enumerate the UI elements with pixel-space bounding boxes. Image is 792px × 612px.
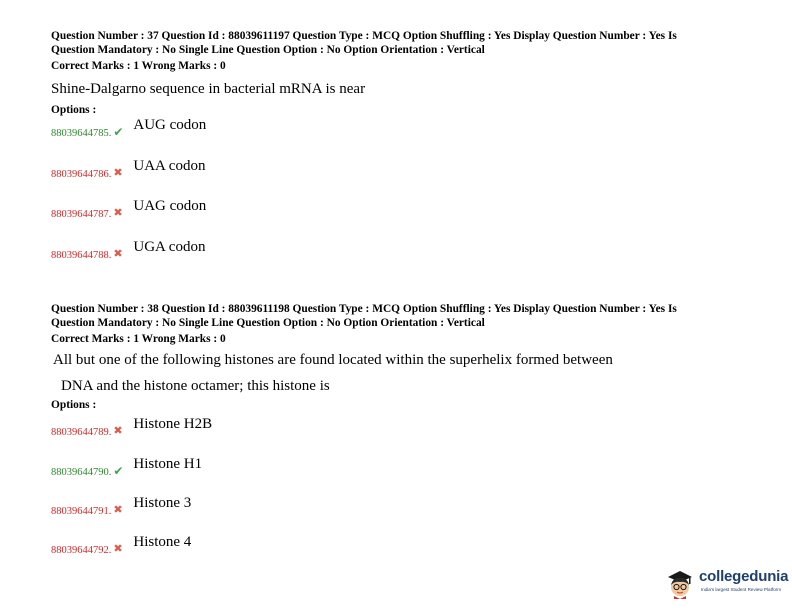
cross-icon: ✖ bbox=[113, 207, 123, 219]
option bbox=[51, 198, 207, 220]
mascot-icon bbox=[665, 565, 695, 599]
options-label: Options : bbox=[51, 104, 97, 116]
option bbox=[51, 495, 192, 517]
option-text: Histone H2B bbox=[133, 416, 213, 432]
option-id: 88039644785. bbox=[51, 128, 112, 139]
option-text: Histone H1 bbox=[133, 456, 203, 472]
options-label: Options : bbox=[51, 399, 97, 411]
question-stem: Shine-Dalgarno sequence in bacterial mRNA is near bbox=[51, 81, 366, 97]
question-stem-line2: DNA and the histone octamer; this histone is bbox=[61, 378, 330, 394]
logo-name: collegedunia bbox=[699, 568, 789, 585]
question-38 bbox=[51, 302, 751, 412]
question-meta-line1: Question Number : 37 Question Id : 88039611197 Question Type : MCQ Option Shuffling : Yes Display Question Number : Yes Is bbox=[51, 30, 677, 42]
cross-icon: ✖ bbox=[113, 543, 123, 555]
question-37 bbox=[51, 29, 751, 117]
question-meta-line2: Question Mandatory : No Single Line Question Option : No Option Orientation : Vertical bbox=[51, 44, 485, 56]
question-marks: Correct Marks : 1 Wrong Marks : 0 bbox=[51, 333, 226, 345]
option-text: UGA codon bbox=[133, 239, 206, 255]
option-id: 88039644791. bbox=[51, 506, 112, 517]
cross-icon: ✖ bbox=[113, 248, 123, 260]
option-id: 88039644787. bbox=[51, 209, 112, 220]
cross-icon: ✖ bbox=[113, 425, 123, 437]
option-id: 88039644788. bbox=[51, 250, 112, 261]
cross-icon: ✖ bbox=[113, 504, 123, 516]
option-id: 88039644789. bbox=[51, 427, 112, 438]
question-stem-line1: All but one of the following histones are found located within the superhelix formed between bbox=[53, 352, 613, 368]
option-text: Histone 4 bbox=[133, 534, 192, 550]
option bbox=[51, 117, 207, 139]
cross-icon: ✖ bbox=[113, 167, 123, 179]
option-id: 88039644792. bbox=[51, 545, 112, 556]
option bbox=[51, 239, 206, 261]
question-meta-line1: Question Number : 38 Question Id : 88039611198 Question Type : MCQ Option Shuffling : Yes Display Question Number : Yes Is bbox=[51, 303, 677, 315]
option bbox=[51, 534, 192, 556]
option bbox=[51, 158, 206, 180]
option-text: Histone 3 bbox=[133, 495, 192, 511]
option-text: UAG codon bbox=[133, 198, 207, 214]
option bbox=[51, 416, 213, 438]
check-icon: ✔ bbox=[113, 464, 124, 478]
option bbox=[51, 456, 203, 478]
question-marks: Correct Marks : 1 Wrong Marks : 0 bbox=[51, 60, 226, 72]
option-id: 88039644786. bbox=[51, 169, 112, 180]
question-meta-line2: Question Mandatory : No Single Line Question Option : No Option Orientation : Vertical bbox=[51, 317, 485, 329]
option-text: UAA codon bbox=[133, 158, 206, 174]
option-id: 88039644790. bbox=[51, 467, 112, 478]
check-icon: ✔ bbox=[113, 125, 124, 139]
logo-tagline: India's largest Student Review Platform bbox=[701, 587, 782, 592]
collegedunia-logo bbox=[665, 565, 787, 605]
option-text: AUG codon bbox=[133, 117, 207, 133]
